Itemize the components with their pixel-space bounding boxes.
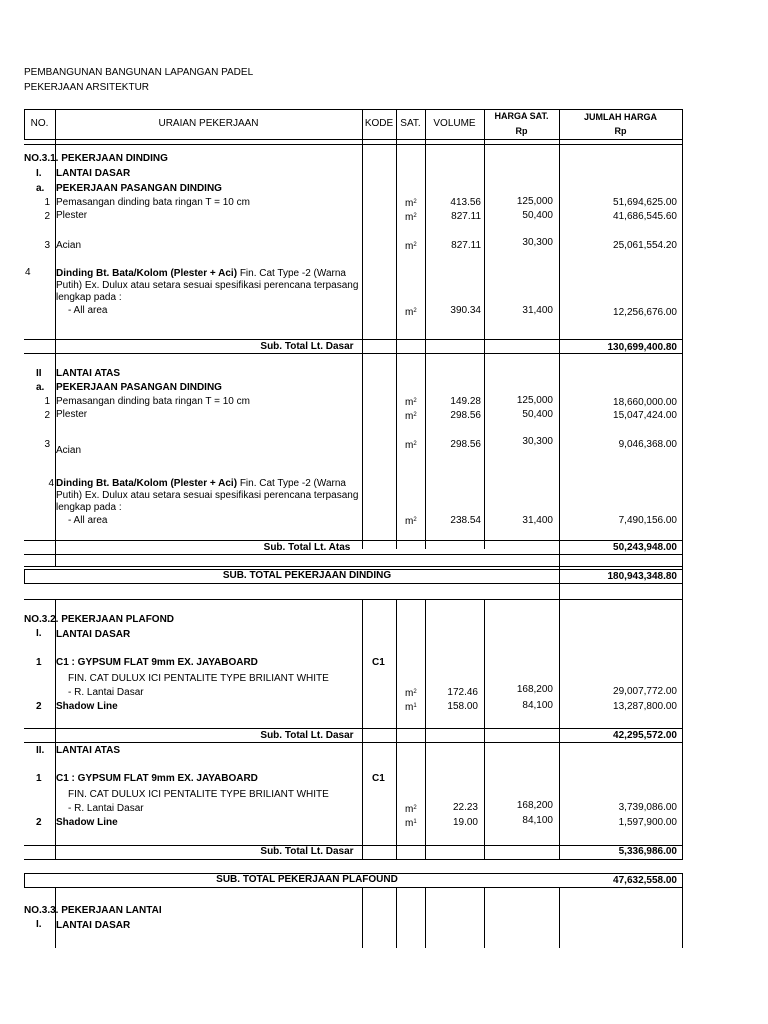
- row-price: 125,000: [516, 395, 553, 406]
- row-price: 168,200: [516, 800, 553, 811]
- row-price: 50,400: [522, 409, 553, 420]
- group-label: LANTAI DASAR: [56, 168, 131, 179]
- row-no: 4: [25, 267, 31, 278]
- subtotal-label: Sub. Total Lt. Dasar: [260, 846, 354, 857]
- row-desc-line: lengkap pada :: [56, 292, 122, 303]
- row-price: 30,300: [522, 237, 553, 248]
- row-unit: $m^2$: [405, 241, 417, 252]
- group-label: LANTAI ATAS: [56, 368, 121, 379]
- row-desc: Acian: [56, 240, 82, 251]
- row-no: 2: [44, 211, 50, 222]
- row-volume: 22.23: [452, 802, 478, 813]
- row-sub-label: - R. Lantai Dasar: [68, 687, 144, 698]
- subtotal-value: 130,699,400.80: [607, 342, 677, 353]
- header-jumlah-harga: JUMLAH HARGA: [584, 112, 657, 122]
- row-total: 41,686,545.60: [613, 211, 677, 222]
- header-sat: SAT.: [400, 118, 421, 129]
- row-unit: $m^1$: [405, 818, 417, 829]
- section-title: NO.3.1. PEKERJAAN DINDING: [24, 153, 168, 164]
- group-label: LANTAI ATAS: [56, 745, 121, 756]
- row-no: 1: [36, 657, 42, 668]
- row-no: I.: [36, 919, 42, 930]
- header-volume: VOLUME: [433, 118, 476, 129]
- group-label: LANTAI DASAR: [56, 629, 131, 640]
- row-total: 15,047,424.00: [613, 410, 677, 421]
- row-price: 168,200: [516, 684, 553, 695]
- row-unit: $m^2$: [405, 397, 417, 408]
- subtotal-label: Sub. Total Lt. Atas: [263, 542, 351, 553]
- subgroup-label: PEKERJAAN PASANGAN DINDING: [56, 183, 222, 194]
- row-unit: $m^2$: [405, 516, 417, 527]
- row-volume: 149.28: [450, 396, 481, 407]
- row-total: 12,256,676.00: [613, 307, 677, 318]
- section-total-value: 47,632,558.00: [613, 875, 677, 886]
- row-price: 125,000: [516, 196, 553, 207]
- header-uraian: URAIAN PEKERJAAN: [158, 118, 259, 129]
- header-rp: Rp: [515, 126, 528, 136]
- row-desc-line: FIN. CAT DULUX ICI PENTALITE TYPE BRILIANT WHITE: [68, 673, 329, 684]
- row-sub-label: - R. Lantai Dasar: [68, 803, 144, 814]
- row-volume: 298.56: [450, 439, 481, 450]
- row-volume: 19.00: [452, 817, 478, 828]
- row-total: 3,739,086.00: [618, 802, 677, 813]
- section-total-label: SUB. TOTAL PEKERJAAN DINDING: [222, 570, 392, 581]
- row-desc: C1 : GYPSUM FLAT 9mm EX. JAYABOARD: [56, 657, 258, 668]
- section-title: NO.3.2. PEKERJAAN PLAFOND: [24, 614, 175, 625]
- row-price: 50,400: [522, 210, 553, 221]
- row-unit: $m^2$: [405, 688, 417, 699]
- row-volume: 827.11: [451, 211, 481, 222]
- row-no: 1: [44, 197, 50, 208]
- row-no: II.: [36, 745, 45, 756]
- row-desc: Dinding Bt. Bata/Kolom (Plester + Aci) Fin. Cat Type -2 (Warna: [56, 268, 346, 279]
- section-total-value: 180,943,348.80: [607, 571, 677, 582]
- subgroup-label: PEKERJAAN PASANGAN DINDING: [56, 382, 222, 393]
- subtotal-label: Sub. Total Lt. Dasar: [260, 341, 354, 352]
- section-total-label: SUB. TOTAL PEKERJAAN PLAFOUND: [216, 874, 398, 885]
- row-desc: Dinding Bt. Bata/Kolom (Plester + Aci) Fin. Cat Type -2 (Warna: [56, 478, 346, 489]
- header-no: NO.: [30, 118, 49, 129]
- subtotal-label: Sub. Total Lt. Dasar: [260, 730, 354, 741]
- row-desc: Pemasangan dinding bata ringan T = 10 cm: [56, 197, 250, 208]
- row-desc: Shadow Line: [56, 817, 118, 828]
- row-sub-label: - All area: [68, 515, 108, 526]
- doc-subtitle: PEKERJAAN ARSITEKTUR: [24, 82, 150, 93]
- row-total: 51,694,625.00: [613, 197, 677, 208]
- row-desc: Plester: [56, 409, 88, 420]
- row-desc-line: Putih) Ex. Dulux atau setara sesuai spesifikasi perencana terpasang: [56, 490, 359, 501]
- row-total: 1,597,900.00: [618, 817, 677, 828]
- row-desc: Pemasangan dinding bata ringan T = 10 cm: [56, 396, 250, 407]
- row-desc: Plester: [56, 210, 88, 221]
- doc-title: PEMBANGUNAN BANGUNAN LAPANGAN PADEL: [24, 67, 254, 78]
- row-price: 30,300: [522, 436, 553, 447]
- row-desc-line: Putih) Ex. Dulux atau setara sesuai spesifikasi perencana terpasang: [56, 280, 359, 291]
- row-desc: Acian: [56, 445, 82, 456]
- row-no: I.: [36, 168, 42, 179]
- row-volume: 413.56: [450, 197, 481, 208]
- row-no: 2: [36, 701, 42, 712]
- row-total: 18,660,000.00: [613, 397, 677, 408]
- row-volume: 172.46: [447, 687, 478, 698]
- row-volume: 298.56: [450, 410, 481, 421]
- row-total: 29,007,772.00: [613, 686, 677, 697]
- row-desc: C1 : GYPSUM FLAT 9mm EX. JAYABOARD: [56, 773, 258, 784]
- row-kode: C1: [372, 657, 385, 668]
- row-no: 4: [48, 478, 54, 489]
- row-price: 84,100: [522, 815, 553, 826]
- row-unit: $m^2$: [405, 198, 417, 209]
- row-kode: C1: [372, 773, 385, 784]
- header-harga-sat: HARGA SAT.: [494, 111, 549, 121]
- row-no: a.: [36, 382, 45, 393]
- row-total: 13,287,800.00: [613, 701, 677, 712]
- row-price: 31,400: [522, 305, 553, 316]
- row-volume: 238.54: [450, 515, 481, 526]
- row-no: 3: [44, 240, 50, 251]
- row-no: 1: [44, 396, 50, 407]
- row-volume: 827.11: [451, 240, 481, 251]
- row-unit: $m^2$: [405, 212, 417, 223]
- row-unit: $m^2$: [405, 307, 417, 318]
- row-no: 3: [44, 439, 50, 450]
- row-volume: 390.34: [450, 305, 481, 316]
- row-unit: $m^2$: [405, 411, 417, 422]
- row-total: 9,046,368.00: [618, 439, 677, 450]
- row-sub-label: - All area: [68, 305, 108, 316]
- row-no: II: [36, 368, 42, 379]
- group-label: LANTAI DASAR: [56, 920, 131, 931]
- row-no: 2: [44, 410, 50, 421]
- header-kode: KODE: [364, 118, 394, 129]
- row-total: 25,061,554.20: [613, 240, 677, 251]
- row-total: 7,490,156.00: [618, 515, 677, 526]
- row-unit: $m^2$: [405, 440, 417, 451]
- header-rp: Rp: [614, 126, 627, 136]
- row-volume: 158.00: [447, 701, 478, 712]
- row-desc: Shadow Line: [56, 701, 118, 712]
- row-price: 84,100: [522, 700, 553, 711]
- row-unit: $m^1$: [405, 702, 417, 713]
- subtotal-value: 5,336,986.00: [618, 846, 677, 857]
- row-no: 1: [36, 773, 42, 784]
- row-unit: $m^2$: [405, 804, 417, 815]
- section-title: NO.3.3. PEKERJAAN LANTAI: [24, 905, 162, 916]
- row-price: 31,400: [522, 515, 553, 526]
- row-no: 2: [36, 817, 42, 828]
- row-no: a.: [36, 183, 45, 194]
- row-desc-line: lengkap pada :: [56, 502, 122, 513]
- row-desc-line: FIN. CAT DULUX ICI PENTALITE TYPE BRILIANT WHITE: [68, 789, 329, 800]
- subtotal-value: 50,243,948.00: [613, 542, 677, 553]
- subtotal-value: 42,295,572.00: [613, 730, 677, 741]
- row-no: I.: [36, 628, 42, 639]
